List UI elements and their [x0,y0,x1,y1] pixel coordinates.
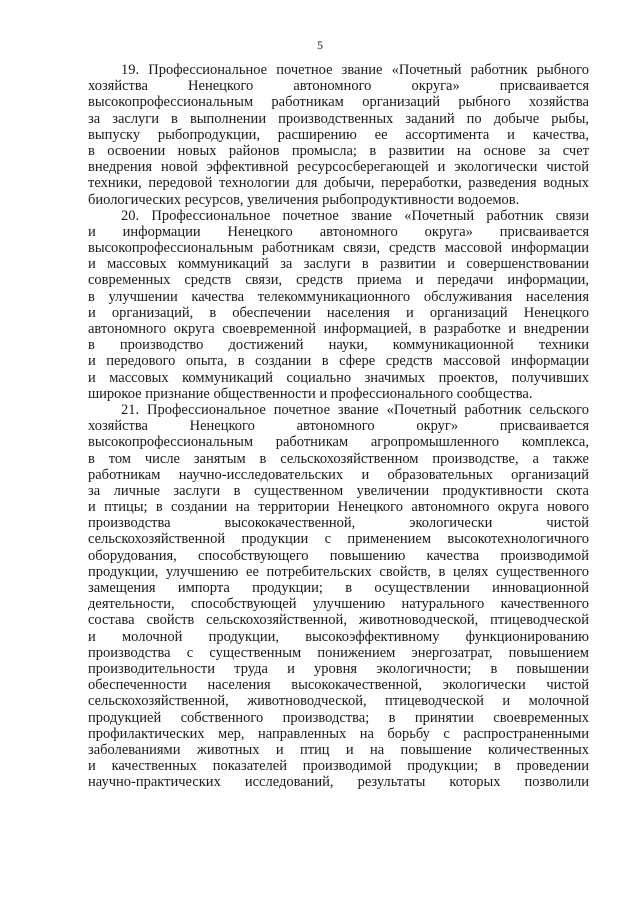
paragraph-line: и качественных показателей производимой продукции; в проведении [88,758,589,775]
paragraph-line: техники, передовой технологии для добычи, переработки, разведения водных [88,175,589,192]
page-number: 5 [317,38,323,52]
paragraph-line: и организаций, в обеспечении населения и организаций Ненецкого [88,304,589,321]
paragraph-line: и передового опыта, в создании в сфере средств массовой информации [88,353,589,370]
paragraph-line: научно-практических исследований, результаты которых позволили [88,774,589,791]
paragraph-line: производительности труда и уровня экологичности; в повышении [88,660,589,677]
paragraph-line: выпуску рыбопродукции, расширению ее ассортимента и качества, [88,126,589,143]
paragraph-line: широкое признание общественности и профессионального сообщества. [88,385,533,402]
paragraph-line: профилактических мер, направленных на борьбу с распространенными [88,725,589,742]
paragraph-line: обеспеченности населения высококачественной, экологически чистой [88,677,589,694]
paragraph-line: в освоении новых районов промысла; в развитии на основе за счет [88,142,589,159]
paragraph-line: заболеваниями животных и птиц и на повышение количественных [88,741,589,758]
paragraph-line: производства высококачественной, экологически чистой [88,515,589,532]
paragraph-line: и молочной продукции, высокоэффективному функционированию [88,628,589,645]
paragraph-line: и массовых коммуникаций за заслуги в развитии и совершенствовании [88,256,589,273]
paragraph-line: в том числе занятым в сельскохозяйственном производстве, а также [88,450,589,467]
paragraph-line: и информации Ненецкого автономного округа» присваивается [88,223,589,240]
paragraph-line: деятельности, способствующей улучшению натурального качественного [88,596,589,613]
paragraph-line: за личные заслуги в существенном увеличении продуктивности скота [88,482,589,499]
paragraph-line: внедрения новой эффективной ресурсосберегающей и экологически чистой [88,159,589,176]
paragraph-line: биологических ресурсов, увеличения рыбопродуктивности водоемов. [88,191,520,208]
document-body [88,62,589,790]
paragraph-line: и массовых коммуникаций социально значимых проектов, получивших [88,369,589,386]
paragraph-line: замещения импорта продукции; в осуществлении инновационной [88,580,589,596]
paragraph-line: состава свойств сельскохозяйственной, животноводческой, птицеводческой [88,612,589,629]
paragraph-line: продукции, улучшению ее потребительских свойств, в целях существенного [88,563,589,580]
paragraph-line: автономного округа своевременной информацией, в разработке и внедрении [88,321,589,337]
paragraph-line: производства с существенным понижением энергозатрат, повышением [88,644,589,661]
paragraph [88,402,589,791]
paragraph-line: 20. Профессиональное почетное звание «Почетный работник связи [121,207,589,224]
paragraph-line: высокопрофессиональным работникам организаций рыбного хозяйства [88,94,589,111]
paragraph-line: в улучшении качества телекоммуникационного обслуживания населения [88,288,589,305]
paragraph-line: в производство достижений науки, коммуникационной техники [88,337,589,354]
paragraph-line: высокопрофессиональным работникам агропромышленного комплекса, [88,434,589,451]
paragraph [88,62,589,208]
paragraph-line: за заслуги в выполнении производственных заданий по добыче рыбы, [88,110,589,127]
paragraph-line: сельскохозяйственной, животноводческой, птицеводческой и молочной [88,693,589,710]
paragraph-line: хозяйства Ненецкого автономного округ» присваивается [88,418,589,435]
paragraph-line: продукцией собственного производства; в принятии своевременных [88,709,589,726]
paragraph-line: хозяйства Ненецкого автономного округа» присваивается [88,78,589,95]
paragraph-line: 21. Профессиональное почетное звание «Почетный работник сельского [121,401,589,418]
paragraph-line: современных средств связи, средств приема и передачи информации, [88,272,589,289]
paragraph-line: работникам научно-исследовательских и образовательных организаций [88,466,589,483]
paragraph-line: 19. Профессиональное почетное звание «Почетный работник рыбного [121,62,589,78]
paragraph-line: высокопрофессиональным работникам связи, средств массовой информации [88,240,589,257]
paragraph-line: и птицы; в создании на территории Ненецкого автономного округа нового [88,499,589,516]
paragraph-line: оборудования, способствующего повышению качества производимой [88,547,589,564]
paragraph [88,208,589,402]
paragraph-line: сельскохозяйственной продукции с применением высокотехнологичного [88,531,589,548]
